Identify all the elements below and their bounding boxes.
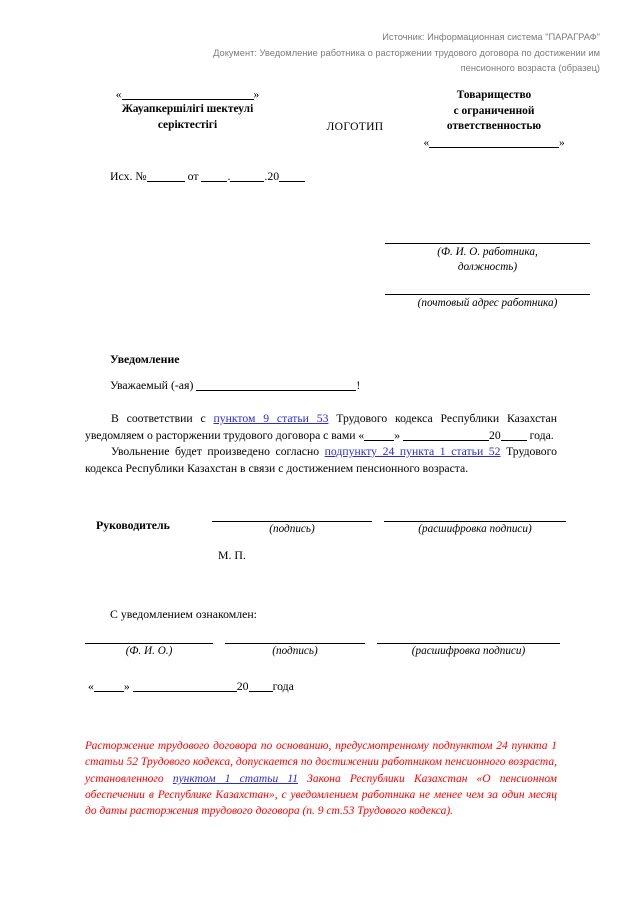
acknowledgement-title: С уведомлением ознакомлен: [110, 607, 257, 621]
outgoing-from-label: от [187, 169, 199, 183]
paragraph-2-after-link: Трудового кодекса Республики Казахстан в связи с достижением пенсионного возраста. [85, 445, 557, 475]
document-source-header [110, 30, 600, 77]
link-pension-law-article-11-item-1[interactable]: пунктом 1 статьи 11 [172, 772, 298, 785]
ack-date-year-suffix: года [272, 679, 294, 693]
outgoing-number-line [110, 169, 305, 184]
company-russian-line-1: Товарищество [456, 89, 532, 101]
acknowledgement-block [85, 643, 560, 677]
source-line: Источник: Информационная система "ПАРАГРАФ" [382, 32, 600, 42]
acknowledgement-name-caption: (Ф. И. О.) [125, 645, 173, 657]
outgoing-number-label: Исх. № [110, 169, 147, 183]
acknowledgement-transcript-caption: (расшифровка подписи) [411, 645, 526, 657]
addressee-block [385, 243, 590, 311]
signature-caption: (подпись) [269, 523, 315, 535]
addressee-caption-line-1: (Ф. И. О. работника, [437, 246, 538, 258]
greeting-label: Уважаемый (-ая) [110, 378, 194, 392]
paragraph-1-quote-close: » [394, 428, 404, 442]
body-paragraph-1 [85, 411, 557, 444]
addressee-name-caption [385, 244, 590, 275]
ack-date-month-blank[interactable] [133, 680, 237, 692]
outgoing-month-blank[interactable] [230, 170, 264, 182]
paragraph-2-before-link: Увольнение будет произведено согласно [111, 445, 325, 458]
outgoing-day-blank[interactable] [201, 170, 227, 182]
outgoing-number-blank[interactable] [147, 170, 185, 182]
acknowledgement-date-line [88, 679, 294, 694]
outgoing-year-prefix: 20 [267, 169, 280, 183]
acknowledgement-signature-caption: (подпись) [272, 645, 318, 657]
signature-role-label: Руководитель [96, 518, 170, 532]
company-kazakh-line-2: серіктестігі [157, 118, 218, 131]
termination-day-blank[interactable] [364, 429, 394, 441]
addressee-address-group [385, 294, 590, 311]
signature-transcript-caption: (расшифровка подписи) [418, 523, 532, 535]
logo-placeholder: ЛОГОТИП [326, 120, 384, 133]
signature-column-transcript [384, 521, 566, 537]
company-letterhead [60, 88, 580, 163]
ack-date-quote-close: » [123, 679, 130, 693]
greeting-suffix: ! [356, 378, 361, 392]
date-dot-1: . [227, 169, 231, 183]
company-russian-line-3: ответственностью [446, 120, 542, 132]
company-kazakh-line-1: Жауапкершілігі шектеулі [121, 103, 254, 115]
legal-footnote [85, 738, 557, 819]
company-name-russian [408, 88, 580, 151]
outgoing-year-blank[interactable] [279, 170, 305, 182]
ack-date-day-blank[interactable] [94, 680, 124, 692]
ack-date-year-blank[interactable] [249, 680, 273, 692]
footnote-part-2: Закона Республики Казахстан «О пенсионном обеспечении в Республике Казахстан», с уведомлением работника не менее чем за один месяц до даты расторжения трудового договора (п. 9 ст.53 Трудового кодекса). [85, 772, 557, 818]
company-russian-line-2: с ограниченной [453, 104, 535, 117]
footnote-paragraph [85, 738, 557, 819]
company-name-kazakh [85, 88, 290, 133]
company-name-russian-blank: « » [423, 136, 565, 149]
acknowledgement-column-name [85, 643, 213, 659]
paragraph-1-before-link: В соответствии с [111, 412, 214, 425]
body-paragraph-2 [85, 444, 557, 477]
acknowledgement-column-signature [225, 643, 365, 659]
document-title-line-1: Документ: Уведомление работника о расторжении трудового договора по достижении им [213, 47, 600, 58]
link-article-53-item-9[interactable]: пунктом 9 статьи 53 [213, 412, 329, 425]
greeting-line [110, 378, 360, 393]
company-name-kazakh-blank: « » [115, 89, 260, 101]
paragraph-1-after-link: Трудового кодекса Республики Казахстан уведомляем о расторжении трудового договора с вами « [85, 412, 557, 442]
footnote-part-1: Расторжение трудового договора по основанию, предусмотренному подпунктом 24 пункта 1 статьи 52 Трудового кодекса, допускается по достижении работником пенсионного возраста, установленного [85, 740, 557, 785]
link-article-52-item-1-sub-24[interactable]: подпункту 24 пункта 1 статьи 52 [324, 445, 501, 458]
signature-block [96, 518, 566, 573]
paragraph-1-tail: года. [526, 428, 554, 442]
stamp-mark: М. П. [218, 548, 246, 562]
ack-date-quote-open: « [88, 679, 94, 693]
notification-title: Уведомление [110, 352, 180, 366]
acknowledgement-column-transcript [377, 643, 560, 659]
document-title-line-2: пенсионного возраста (образец) [460, 63, 600, 73]
paragraph-1-year-prefix: 20 [489, 428, 501, 442]
termination-month-blank[interactable] [403, 429, 489, 441]
termination-year-blank[interactable] [501, 429, 527, 441]
ack-date-year-prefix: 20 [236, 679, 249, 693]
date-dot-2: . [264, 169, 268, 183]
greeting-name-blank[interactable] [196, 379, 356, 391]
signature-column-signature [212, 521, 372, 537]
addressee-caption-line-2: должность) [457, 261, 518, 273]
addressee-address-caption: (почтовый адрес работника) [417, 297, 558, 309]
notification-body [85, 411, 557, 477]
